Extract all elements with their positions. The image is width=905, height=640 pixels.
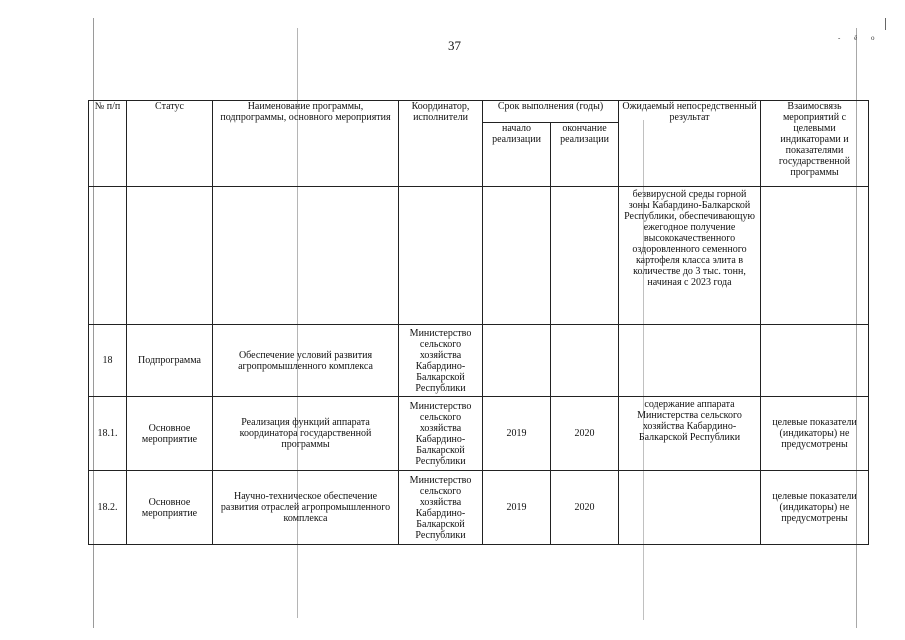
header-term: Срок выполнения (годы) [483,101,619,123]
cell-status: Основное мероприятие [127,397,213,471]
cell-status: Подпрограмма [127,325,213,397]
cell-name [213,187,399,325]
cell-result: безвирусной среды горной зоны Кабардино-Балкарской Республики, обеспечивающую ежегодное получение высококачественного оздоровленного семенного картофеля класса элита в количестве до 3 тыс. тонн, начиная с 2023 года [619,187,761,325]
cell-num: 18.1. [89,397,127,471]
page-number: 37 [448,38,461,53]
table-row-continuation [89,187,869,325]
cell-num [89,187,127,325]
cell-num: 18.2. [89,471,127,545]
header-link: Взаимосвязь мероприятий с целевыми индикаторами и показателями государственной программы [761,101,869,187]
table-row [89,471,869,545]
cell-name: Научно-техническое обеспечение развития отраслей агропромышленного комплекса [213,471,399,545]
cell-name: Реализация функций аппарата координатора государственной программы [213,397,399,471]
cell-link [761,187,869,325]
cell-result [619,325,761,397]
header-row-1 [89,101,869,123]
cell-coordinator: Министерство сельского хозяйства Кабардино-Балкарской Республики [399,397,483,471]
cell-start [483,325,551,397]
cell-name: Обеспечение условий развития агропромышленного комплекса [213,325,399,397]
cell-status [127,187,213,325]
cell-status: Основное мероприятие [127,471,213,545]
cell-coordinator: Министерство сельского хозяйства Кабардино-Балкарской Республики [399,471,483,545]
cell-end [551,325,619,397]
cell-link [761,325,869,397]
header-result: Ожидаемый непосредственный результат [619,101,761,187]
cell-coordinator: Министерство сельского хозяйства Кабардино-Балкарской Республики [399,325,483,397]
header-start: начало реализации [483,123,551,187]
cell-num: 18 [89,325,127,397]
cell-link: целевые показатели (индикаторы) не предусмотрены [761,397,869,471]
cell-link: целевые показатели (индикаторы) не предусмотрены [761,471,869,545]
cell-start [483,187,551,325]
header-name: Наименование программы, подпрограммы, основного мероприятия [213,101,399,187]
cell-result: содержание аппарата Министерства сельского хозяйства Кабардино-Балкарской Республики [619,397,761,471]
cell-end [551,187,619,325]
cell-end: 2020 [551,471,619,545]
cell-coordinator [399,187,483,325]
scan-line-far-right [885,18,886,30]
cell-start: 2019 [483,397,551,471]
cell-result [619,471,761,545]
table-row [89,325,869,397]
program-table [88,100,869,545]
header-coordinator: Координатор, исполнители [399,101,483,187]
scan-mark: - ё о [838,34,881,42]
table-row [89,397,869,471]
cell-end: 2020 [551,397,619,471]
header-end: окончание реализации [551,123,619,187]
header-num: № п/п [89,101,127,187]
cell-start: 2019 [483,471,551,545]
header-status: Статус [127,101,213,187]
